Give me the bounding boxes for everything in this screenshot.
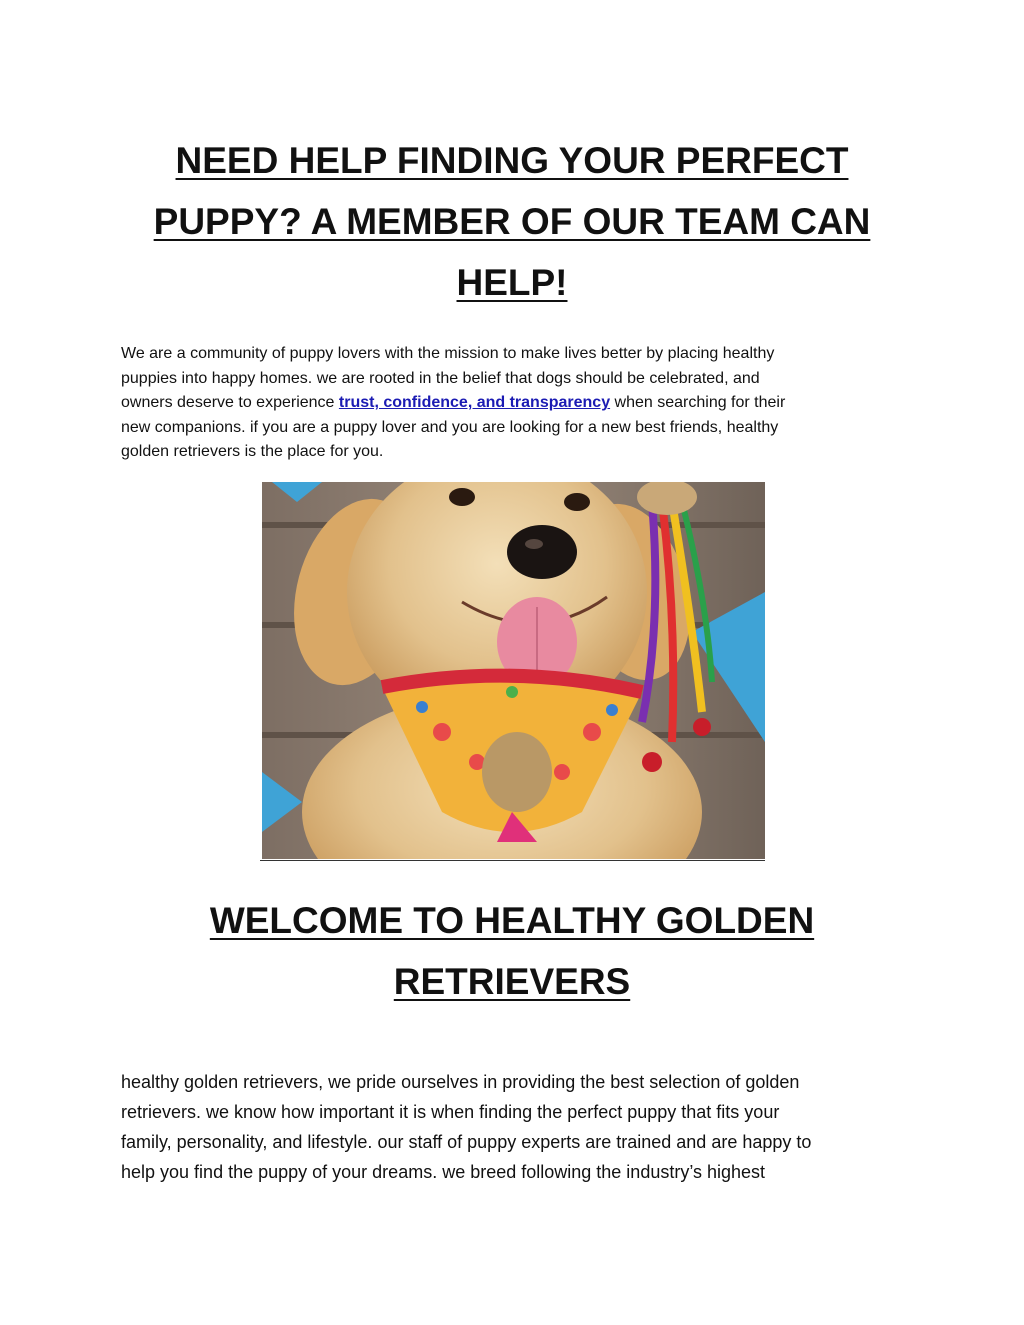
intro-line-4: new companions. if you are a puppy lover and you are looking for a new best friends, healthy xyxy=(121,418,779,436)
welcome-heading-line-2: RETRIEVERS xyxy=(393,961,631,1002)
intro-paragraph xyxy=(121,342,911,465)
trust-link[interactable]: trust, confidence, and transparency xyxy=(338,394,611,412)
welcome-line-2: retrievers. we know how important it is when finding the perfect puppy that fits your xyxy=(121,1102,780,1122)
welcome-paragraph xyxy=(121,1067,911,1187)
main-heading-line-1: NEED HELP FINDING YOUR PERFECT xyxy=(175,140,849,181)
welcome-line-3: family, personality, and lifestyle. our staff of puppy experts are trained and are happy to xyxy=(121,1132,812,1152)
main-heading-line-3: HELP! xyxy=(456,262,568,303)
welcome-heading xyxy=(100,890,924,1012)
intro-line-2: puppies into happy homes. we are rooted in the belief that dogs should be celebrated, and xyxy=(121,369,760,387)
intro-line-3-start: owners deserve to experience xyxy=(121,394,339,412)
welcome-line-4: help you find the puppy of your dreams. we breed following the industry’s highest xyxy=(121,1162,766,1182)
intro-line-1: We are a community of puppy lovers with the mission to make lives better by placing healthy xyxy=(121,345,775,362)
welcome-line-1: healthy golden retrievers, we pride ourselves in providing the best selection of golden xyxy=(121,1072,800,1092)
puppy-illustration xyxy=(262,482,765,859)
intro-line-3 xyxy=(121,391,911,416)
intro-line-5: golden retrievers is the place for you. xyxy=(121,443,384,461)
puppy-photo xyxy=(262,482,765,859)
photo-underline xyxy=(260,860,765,861)
main-heading-line-2: PUPPY? A MEMBER OF OUR TEAM CAN xyxy=(153,201,871,242)
main-heading xyxy=(100,130,924,313)
welcome-heading-line-1: WELCOME TO HEALTHY GOLDEN xyxy=(209,900,815,941)
intro-line-3-end: when searching for their xyxy=(610,394,786,412)
